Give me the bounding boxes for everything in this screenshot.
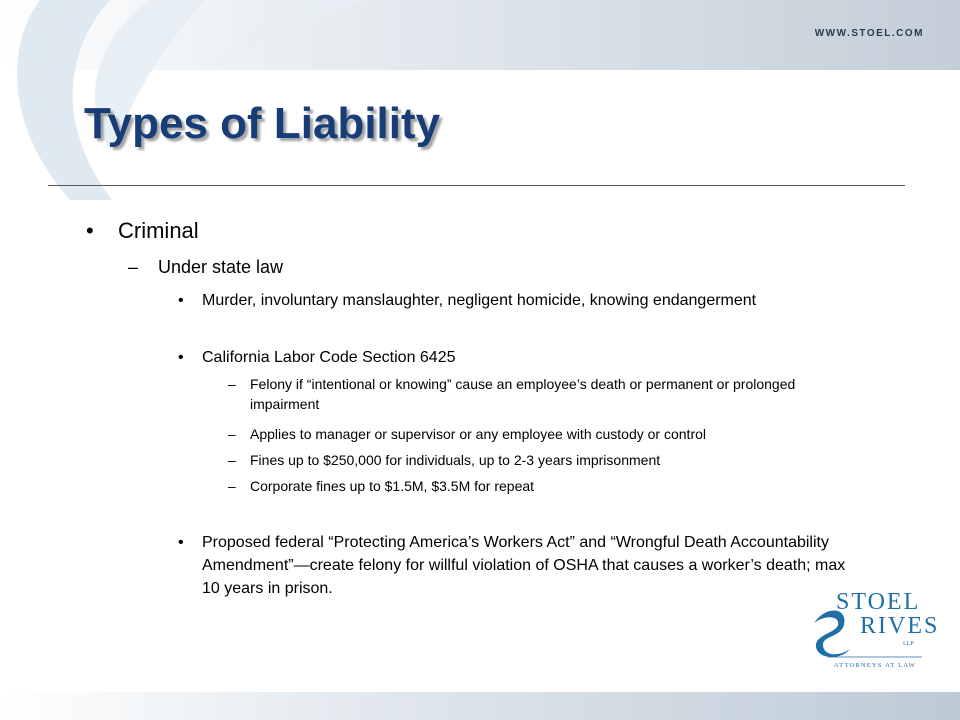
dash-marker: – (228, 426, 236, 442)
logo-text-llp: LLP (903, 641, 914, 647)
stoel-rives-logo (812, 585, 942, 670)
bullet-level3 (178, 531, 858, 600)
bullet-text: Felony if “intentional or knowing” cause an employee’s death or permanent or prolonged impairment (250, 376, 796, 412)
bullet-level4 (228, 476, 868, 496)
bullet-text: Applies to manager or supervisor or any employee with custody or control (250, 426, 706, 442)
dash-marker: – (228, 478, 236, 494)
title-divider (48, 185, 905, 186)
footer-band (0, 692, 960, 720)
dash-marker: – (228, 376, 236, 392)
bullet-level1 (86, 218, 199, 244)
bullet-marker: • (178, 349, 184, 366)
bullet-level4 (228, 374, 868, 414)
bullet-text: Under state law (158, 257, 284, 277)
bullet-level4 (228, 450, 868, 470)
slide-title: Types of Liability (84, 99, 441, 148)
logo-swoosh-mark (814, 610, 850, 657)
bullet-level4 (228, 424, 868, 444)
bullet-level3 (178, 346, 858, 369)
bullet-text: California Labor Code Section 6425 (202, 349, 456, 366)
bullet-text: Corporate fines up to $1.5M, $3.5M for repeat (250, 478, 535, 494)
bullet-text: Murder, involuntary manslaughter, negligent homicide, knowing endangerment (202, 292, 757, 309)
logo-tagline: ATTORNEYS AT LAW (834, 662, 916, 669)
bullet-text: Fines up to $250,000 for individuals, up to 2-3 years imprisonment (250, 452, 661, 468)
bullet-marker: • (86, 218, 94, 243)
bullet-level2 (128, 257, 283, 278)
logo-text-stoel: STOEL (836, 589, 921, 615)
bullet-level3 (178, 289, 858, 312)
bullet-text: Criminal (118, 218, 199, 243)
dash-marker: – (228, 452, 236, 468)
bullet-marker: • (178, 534, 184, 551)
dash-marker: – (128, 257, 139, 277)
bullet-marker: • (178, 292, 184, 309)
bullet-text: Proposed federal “Protecting America’s Workers Act” and “Wrongful Death Accountability Amendment”—create felony for willful violation of OSHA that causes a worker’s death; max 10 years in prison. (202, 534, 846, 597)
website-url: WWW.STOEL.COM (814, 28, 924, 39)
logo-text-rives: RIVES (860, 613, 940, 639)
